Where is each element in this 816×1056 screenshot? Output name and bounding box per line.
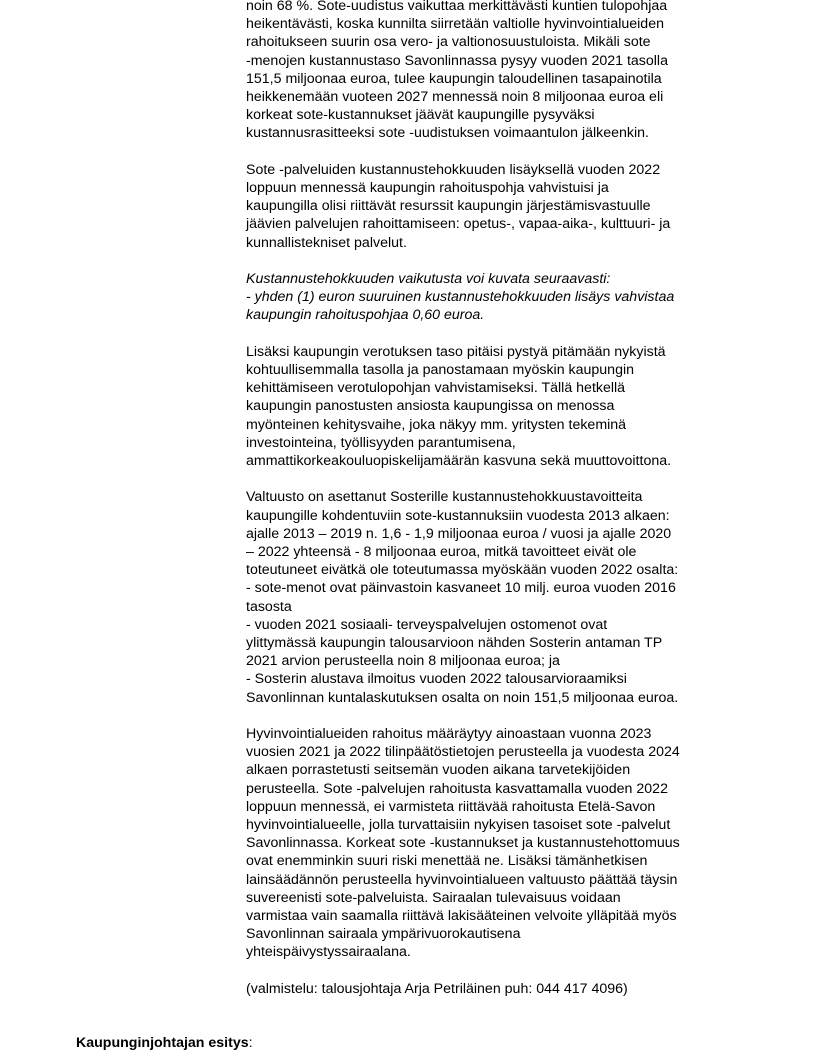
text-line: heikkenemään vuoteen 2027 mennessä noin 8 miljoonaa euroa eli: [246, 89, 664, 106]
text-line: kehittämiseen verotulopohjan vahvistamiseksi. Tällä hetkellä: [246, 380, 626, 397]
text-line: - sote-menot ovat päinvastoin kasvaneet 10 milj. euroa vuoden 2016: [246, 580, 676, 597]
text-line: loppuun mennessä kaupungin rahoituspohja vahvistuisi ja: [246, 180, 609, 197]
text-line: -menojen kustannustaso Savonlinnassa pysyy vuoden 2021 tasolla: [246, 52, 668, 69]
text-line: Valtuusto on asettanut Sosterille kustannustehokkuustavoitteita: [246, 489, 643, 506]
text-line: - Sosterin alustava ilmoitus vuoden 2022 talousarvioraamiksi: [246, 671, 627, 688]
text-line: Savonlinnan sairaala ympärivuorokautisena: [246, 926, 521, 943]
text-line: ylittymässä kaupungin talousarvioon nähden Sosterin antaman TP: [246, 635, 663, 652]
text-line: Sote -palveluiden kustannustehokkuuden lisäyksellä vuoden 2022: [246, 161, 661, 178]
text-line: - vuoden 2021 sosiaali- terveyspalvelujen ostomenot ovat: [246, 616, 608, 633]
text-line: Kustannustehokkuuden vaikutusta voi kuvata seuraavasti:: [246, 271, 611, 288]
text-line: varmistaa vain saamalla riittävä lakisääteinen velvoite ylläpitää myös: [246, 908, 677, 925]
paragraph-p5: [246, 488, 746, 706]
text-line: ammattikorkeakouluopiskelijamäärän kasvuna sekä muuttovoittona.: [246, 453, 672, 470]
text-line: heikentävästi, koska kunnilta siirretään valtiolle hyvinvointialueiden: [246, 16, 664, 33]
text-line: toteutuneet eivätkä ole toteutumassa myöskään vuoden 2022 osalta:: [246, 562, 679, 579]
text-line: Hyvinvointialueiden rahoitus määräytyy ainoastaan vuonna 2023: [246, 726, 652, 743]
text-line: kustannusrasitteeksi sote -uudistuksen voimaantulon jälkeenkin.: [246, 125, 649, 142]
text-line: kunnallistekniset palvelut.: [246, 234, 407, 251]
text-line: rahoitukseen suurin osa vero- ja valtionosuustuloista. Mikäli sote: [246, 34, 651, 51]
section-heading-title: Kaupunginjohtajan esitys: [76, 1035, 249, 1051]
text-line: vuosien 2021 ja 2022 tilinpäätöstietojen perusteella ja vuodesta 2024: [246, 744, 680, 761]
text-line: kaupungilla olisi riittävät resurssit kaupungin järjestämisvastuulle: [246, 198, 651, 215]
text-line: kohtuullisemmalla tasolla ja panostamaan myöskin kaupungin: [246, 362, 635, 379]
section-heading-colon: :: [248, 1035, 253, 1051]
paragraph-p6: [246, 725, 746, 962]
paragraph-p1: [246, 0, 746, 143]
text-line: kaupungin panostusten ansiosta kaupungissa on menossa: [246, 398, 615, 415]
text-line: myönteinen kehitysvaihe, joka näkyy mm. yritysten tekeminä: [246, 416, 627, 433]
text-line: lainsäädännön perusteella hyvinvointialueen valtuusto päättää täysin: [246, 871, 678, 888]
text-line: korkeat sote-kustannukset jäävät kaupungille pysyväksi: [246, 107, 595, 124]
text-line: suvereenisti sote-palveluista. Sairaalan tulevaisuus voidaan: [246, 889, 621, 906]
text-line: 2021 arvion perusteella noin 8 miljoonaa euroa; ja: [246, 653, 560, 670]
text-line: yhteispäivystyssairaalana.: [246, 944, 411, 961]
text-line: Savonlinnassa. Korkeat sote -kustannukset ja kustannustehottomuus: [246, 835, 680, 852]
text-line: kaupungille kohdentuviin sote-kustannuksiin vuodesta 2013 alkaen:: [246, 507, 670, 524]
paragraph-p3: [246, 270, 746, 325]
text-line: perusteella. Sote -palvelujen rahoitusta kasvattamalla vuoden 2022: [246, 780, 668, 797]
text-line: jäävien palvelujen rahoittamiseen: opetus-, vapaa-aika-, kulttuuri- ja: [246, 216, 671, 233]
text-line: alkaen porrastetusti seitsemän vuoden aikana tarvetekijöiden: [246, 762, 631, 779]
text-line: noin 68 %. Sote-uudistus vaikuttaa merkittävästi kuntien tulopohjaa: [246, 0, 668, 14]
text-line: 151,5 miljoonaa euroa, tulee kaupungin taloudellinen tasapainotila: [246, 70, 662, 87]
document-body: [246, 0, 746, 1016]
text-line: – 2022 yhteensä - 8 miljoonaa euroa, mitkä tavoitteet eivät ole: [246, 544, 637, 561]
text-line: - yhden (1) euron suuruinen kustannustehokkuuden lisäys vahvistaa: [246, 289, 675, 306]
paragraph-p4: [246, 343, 746, 470]
text-line: tasosta: [246, 598, 292, 615]
text-line: (valmistelu: talousjohtaja Arja Petriläinen puh: 044 417 4096): [246, 980, 628, 997]
paragraph-p7: [246, 980, 746, 998]
paragraph-p2: [246, 161, 746, 252]
section-heading: [76, 1034, 253, 1052]
text-line: Savonlinnan kuntalaskutuksen osalta on noin 151,5 miljoonaa euroa.: [246, 689, 679, 706]
text-line: Lisäksi kaupungin verotuksen taso pitäisi pystyä pitämään nykyistä: [246, 343, 666, 360]
text-line: kaupungin rahoituspohjaa 0,60 euroa.: [246, 307, 485, 324]
text-line: investointeina, työllisyyden parantumisena,: [246, 434, 516, 451]
text-line: ajalle 2013 – 2019 n. 1,6 - 1,9 miljoonaa euroa / vuosi ja ajalle 2020: [246, 525, 672, 542]
text-line: hyvinvointialueelle, jolla turvattaisiin nykyisen tasoiset sote -palvelut: [246, 817, 671, 834]
text-line: ovat enemminkin suuri riski menettää ne. Lisäksi tämänhetkisen: [246, 853, 648, 870]
text-line: loppuun mennessä, ei varmisteta riittävää rahoitusta Etelä-Savon: [246, 798, 656, 815]
